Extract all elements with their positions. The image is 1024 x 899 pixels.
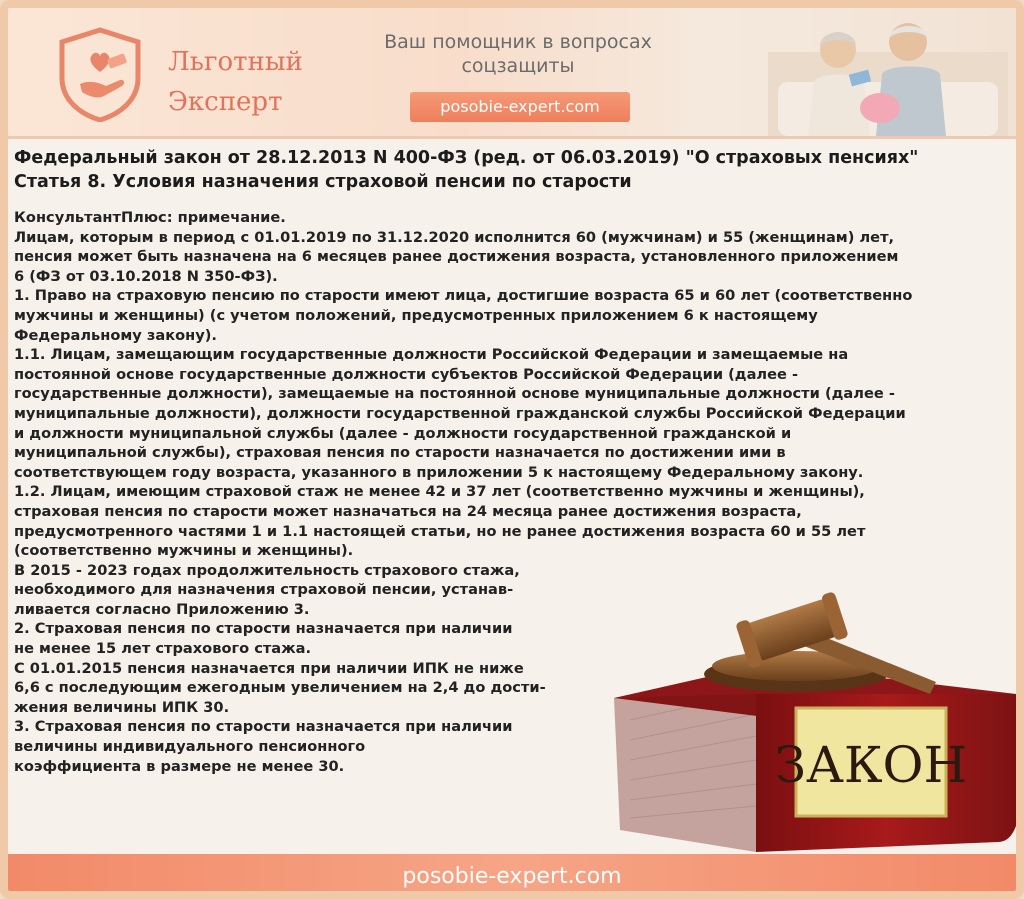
body-line: предусмотренного частями 1 и 1.1 настоящей статьи, но не ранее достижения возраста 60 и 55 лет (14, 522, 866, 540)
body-line: жения величины ИПК 30. (14, 698, 230, 716)
body-line: (соответственно мужчины и женщины). (14, 542, 354, 560)
body-line: 3. Страховая пенсия по старости назначается при наличии (14, 718, 513, 736)
body-line: ливается согласно Приложению 3. (14, 600, 310, 618)
article-title (14, 146, 1014, 194)
tagline-line-2: соцзащиты (461, 55, 575, 77)
title-line-1: Федеральный закон от 28.12.2013 N 400-ФЗ (ред. от 06.03.2019) "О страховых пенсиях" (14, 148, 919, 168)
body-line: и должности муниципальной службы (далее - должности государственной гражданской и (14, 424, 792, 442)
body-line: необходимого для назначения страховой пенсии, устанав- (14, 581, 514, 599)
brand-line-1: Льготный (168, 47, 303, 77)
body-line: 6,6 с последующим ежегодным увеличением на 2,4 до дости- (14, 679, 546, 697)
body-line: С 01.01.2015 пенсия назначается при наличии ИПК не ниже (14, 659, 524, 677)
body-line: В 2015 - 2023 годах продолжительность страхового стажа, (14, 561, 520, 579)
tagline-line-1: Ваш помощник в вопросах (384, 31, 652, 53)
header-site-link[interactable]: posobie-expert.com (410, 92, 630, 122)
body-line: коэффициента в размере не менее 30. (14, 757, 345, 775)
site-tagline (368, 30, 668, 78)
hand-heart-logo-icon (58, 26, 142, 122)
body-line: не менее 15 лет страхового стажа. (14, 640, 312, 658)
body-line: муниципальной службы), страховая пенсия по старости назначается по достижении ими в (14, 444, 786, 462)
body-line: 1. Право на страховую пенсию по старости имеют лица, достигшие возраста 65 и 60 лет (соответственно (14, 287, 913, 305)
brand-name (168, 42, 303, 122)
site-header (8, 8, 1016, 139)
body-line: муниципальные должности), должности государственной гражданской службы Российской Федерации (14, 404, 906, 422)
body-line: страховая пенсия по старости может назначаться на 24 месяца ранее достижения возраста, (14, 502, 802, 520)
body-line: Лицам, которым в период с 01.01.2019 по 31.12.2020 исполнится 60 (мужчинам) и 55 (женщинам) лет, (14, 228, 895, 246)
body-line: государственные должности), замещаемые на постоянной основе муниципальные должности (далее - (14, 385, 895, 403)
elderly-couple-photo (768, 12, 1008, 136)
law-book-gavel-illustration (606, 590, 1018, 860)
body-line: пенсия может быть назначена на 6 месяцев ранее достижения возраста, установленного приложением (14, 248, 899, 266)
body-line: мужчины и женщины) (с учетом положений, предусмотренных приложением 6 к настоящему (14, 306, 818, 324)
body-line: Федеральному закону). (14, 326, 217, 344)
brand-line-2: Эксперт (168, 87, 283, 117)
body-line: величины индивидуального пенсионного (14, 738, 366, 756)
body-line: 2. Страховая пенсия по старости назначается при наличии (14, 620, 513, 638)
body-line: 1.1. Лицам, замещающим государственные должности Российской Федерации и замещаемые на (14, 346, 849, 364)
title-line-2: Статья 8. Условия назначения страховой пенсии по старости (14, 172, 632, 192)
body-line: 6 (ФЗ от 03.10.2018 N 350-ФЗ). (14, 267, 278, 285)
body-line: соответствующем году возраста, указанного в приложении 5 к настоящему Федеральному закону. (14, 463, 864, 481)
body-line: постоянной основе государственные должности субъектов Российской Федерации (далее - (14, 365, 799, 383)
body-line: КонсультантПлюс: примечание. (14, 209, 286, 226)
book-label: ЗАКОН (774, 736, 968, 794)
body-line: 1.2. Лицам, имеющим страховой стаж не менее 42 и 37 лет (соответственно мужчины и женщины), (14, 483, 865, 501)
footer-site-link[interactable]: posobie-expert.com (8, 854, 1016, 899)
